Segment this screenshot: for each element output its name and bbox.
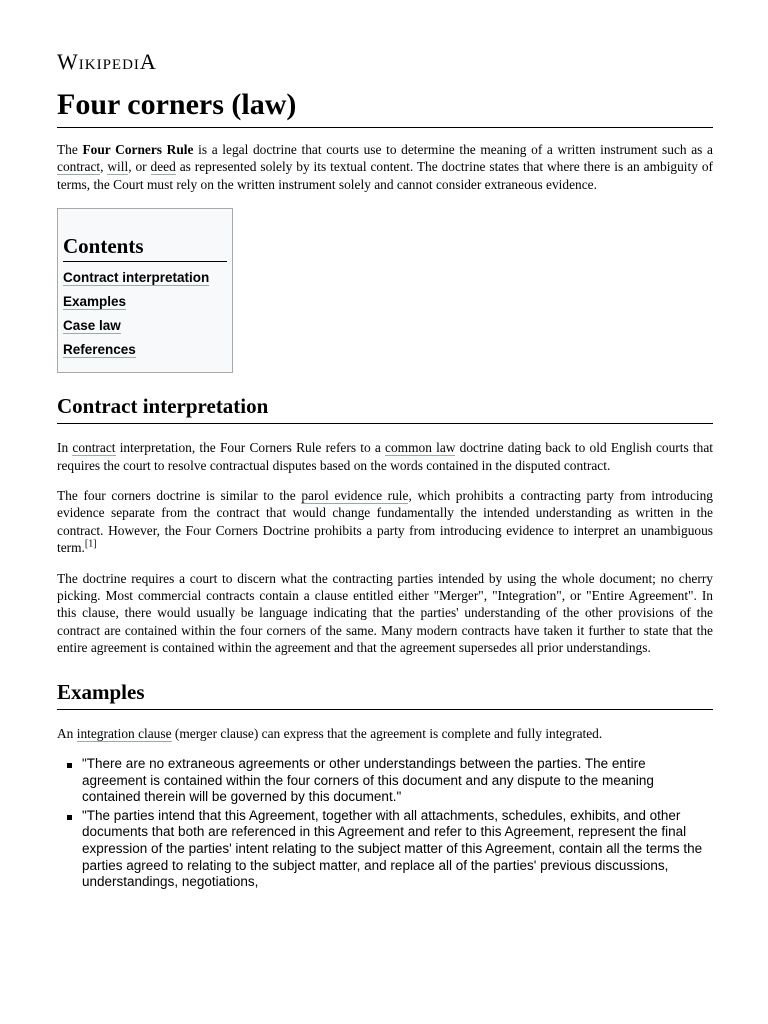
link-common-law[interactable]: common law (385, 440, 456, 456)
example-quotes-list (57, 756, 713, 891)
section1-paragraph-3: The doctrine requires a court to discern what the contracting parties intended by using the whole document; no cherry picking. Most commercial contracts contain a clause entitled either "Merger", "Integration", or "Entire Agreement". In this clause, there would usually be language indicating that the parties' understanding of the other provisions of the contract are contained within the four corners of the same. Many modern contracts have taken it further to state that the entire agreement is contained within the agreement and that the agreement supersedes all prior understandings. (57, 570, 713, 656)
link-parol-evidence-rule[interactable]: parol evidence rule (301, 488, 409, 504)
toc-list (63, 266, 227, 362)
intro-paragraph: The Four Corners Rule is a legal doctrine that courts use to determine the meaning of a written instrument such as a contract, will, or deed as represented solely by its textual content. The doctrine states that where there is an ambiguity of terms, the Court must rely on the written instrument solely and cannot consider extraneous evidence. (57, 142, 713, 192)
section1-paragraph-2: The four corners doctrine is similar to the parol evidence rule, which prohibits a contracting party from introducing evidence separate from the contract that would change fundamentally the intended understanding as written in the contract. However, the Four Corners Doctrine prohibits a party from introducing evidence to interpret an unambiguous term.[1] (57, 488, 713, 556)
link-contract[interactable]: contract (57, 159, 101, 175)
toc-item-case-law[interactable]: Case law (63, 318, 121, 334)
article-page (57, 0, 713, 891)
section1-paragraph-1: In contract interpretation, the Four Corners Rule refers to a common law doctrine dating back to old English courts that requires the court to resolve contractual disputes based on the words contained in the disputed contract. (57, 440, 713, 473)
wordmark-final: A (139, 49, 157, 74)
section2-paragraph-1: An integration clause (merger clause) can express that the agreement is complete and fully integrated. (57, 725, 603, 741)
table-of-contents (57, 208, 233, 373)
list-item: "There are no extraneous agreements or other understandings between the parties. The entire agreement is contained within the four corners of this document and any dispute to the meaning contained therein will be governed by this document." (82, 756, 713, 806)
link-deed[interactable]: deed (150, 159, 176, 175)
link-contract-2[interactable]: contract (72, 440, 116, 456)
heading-examples: Examples (57, 679, 713, 710)
toc-item-examples[interactable]: Examples (63, 294, 127, 310)
toc-item-references[interactable]: References (63, 342, 136, 358)
link-integration-clause[interactable]: integration clause (76, 725, 172, 741)
term-bold: Four Corners Rule (82, 142, 194, 157)
list-item: "The parties intend that this Agreement, together with all attachments, schedules, exhibits, and other documents that both are referenced in this Agreement and refer to this Agreement, represent the final expression of the parties' intent relating to the subject matter of this Agreement, contain all the terms the parties agreed to relating to the subject matter, and replace all of the parties' previous discussions, understandings, negotiations, (82, 808, 713, 891)
toc-item-contract-interpretation[interactable]: Contract interpretation (63, 270, 210, 286)
wordmark-middle: ikipedi (78, 50, 140, 74)
link-will[interactable]: will (107, 159, 129, 175)
reference-1[interactable]: [1] (84, 538, 97, 550)
page-title: Four corners (law) (57, 88, 713, 128)
wikipedia-wordmark[interactable] (57, 49, 713, 74)
toc-title: Contents (63, 233, 227, 262)
heading-contract-interpretation: Contract interpretation (57, 393, 713, 424)
wordmark-initial: W (57, 49, 79, 74)
